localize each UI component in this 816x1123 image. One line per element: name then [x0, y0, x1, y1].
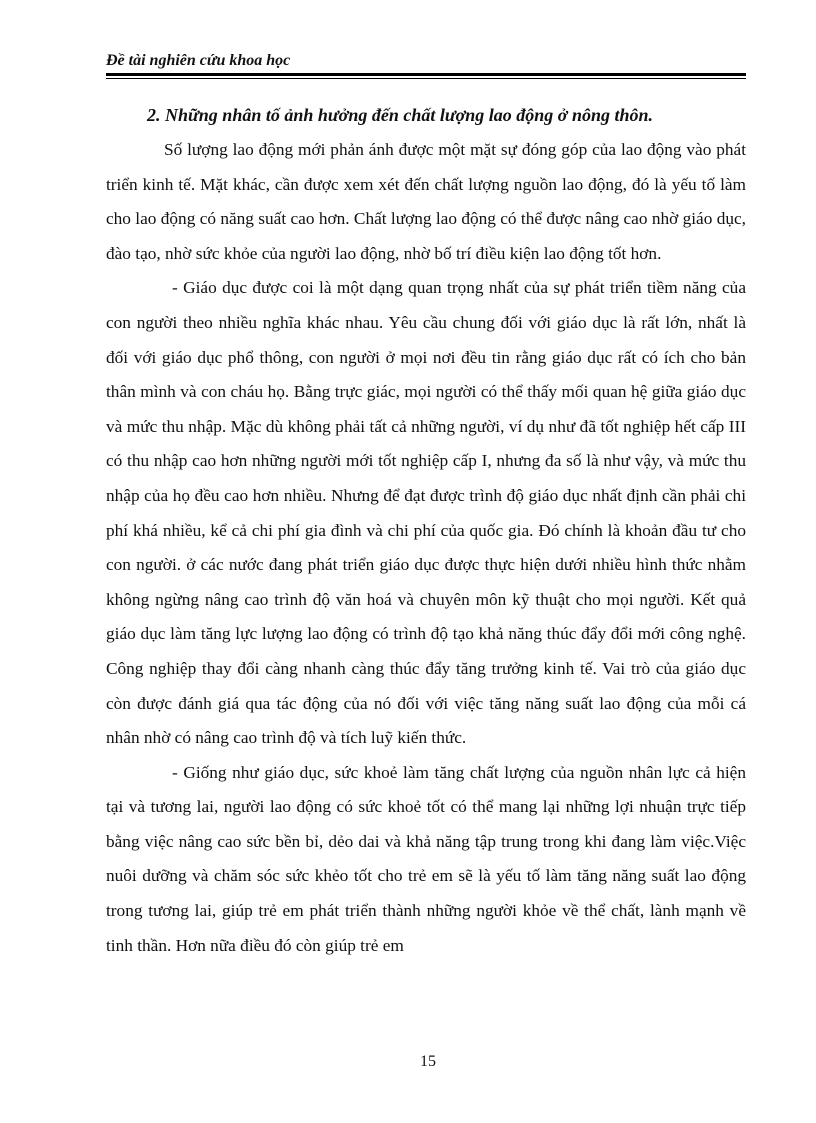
header-rule-thin	[106, 78, 746, 79]
page-header	[106, 50, 746, 79]
page-number: 15	[420, 1053, 436, 1070]
header-rule-thick	[106, 73, 746, 76]
paragraph-education: - Giáo dục được coi là một dạng quan trọng nhất của sự phát triển tiềm năng của con người theo nhiều nghĩa khác nhau. Yêu cầu chung đối với giáo dục là rất lớn, nhất là đối với giáo dục phổ thông, con người ở mọi nơi đều tin rằng giáo dục rất có ích cho bản thân mình và con cháu họ. Bằng trực giác, mọi người có thể thấy mối quan hệ giữa giáo dục và mức thu nhập. Mặc dù không phải tất cả những người, ví dụ như đã tốt nghiệp hết cấp III có thu nhập cao hơn những người mới tốt nghiệp cấp I, nhưng đa số là như vậy, và mức thu nhập của họ đều cao hơn nhiều. Nhưng để đạt được trình độ giáo dục nhất định cần phải chi phí khá nhiều, kể cả chi phí gia đình và chi phí của quốc gia. Đó chính là khoản đầu tư cho con người. ở các nước đang phát triển giáo dục được thực hiện dưới nhiều hình thức nhằm không ngừng nâng cao trình độ văn hoá và chuyên môn kỹ thuật cho mọi người. Kết quả giáo dục làm tăng lực lượng lao động có trình độ tạo khả năng thúc đẩy đổi mới công nghệ. Công nghiệp thay đổi càng nhanh càng thúc đẩy tăng trưởng kinh tế. Vai trò của giáo dục còn được đánh giá qua tác động của nó đối với việc tăng năng suất lao động của mỗi cá nhân nhờ có nâng cao trình độ và tích luỹ kiến thức.	[106, 278, 746, 748]
section-heading: 2. Những nhân tố ảnh hưởng đến chất lượng lao động ở nông thôn.	[147, 105, 653, 125]
header-title: Đề tài nghiên cứu khoa học	[106, 52, 291, 69]
paragraph-health: - Giống như giáo dục, sức khoẻ làm tăng chất lượng của nguồn nhân lực cả hiện tại và tương lai, người lao động có sức khoẻ tốt có thể mang lại những lợi nhuận trực tiếp bằng việc nâng cao sức bền bỉ, dẻo dai và khả năng tập trung trong khi đang làm việc.Việc nuôi dưỡng và chăm sóc sức khẻo tốt cho trẻ em sẽ là yếu tố làm tăng năng suất lao động trong tương lai, giúp trẻ em phát triển thành những người khỏe về thể chất, lành mạnh về tinh thần. Hơn nữa điều đó còn giúp trẻ em	[106, 762, 746, 955]
page-content	[106, 97, 746, 963]
paragraph-intro: Số lượng lao động mới phản ánh được một mặt sự đóng góp của lao động vào phát triển kinh tế. Mặt khác, cần được xem xét đến chất lượng nguồn lao động, đó là yếu tố làm cho lao động có năng suất cao hơn. Chất lượng lao động có thể được nâng cao nhờ giáo dục, đào tạo, nhờ sức khỏe của người lao động, nhờ bố trí điều kiện lao động tốt hơn.	[106, 140, 746, 263]
